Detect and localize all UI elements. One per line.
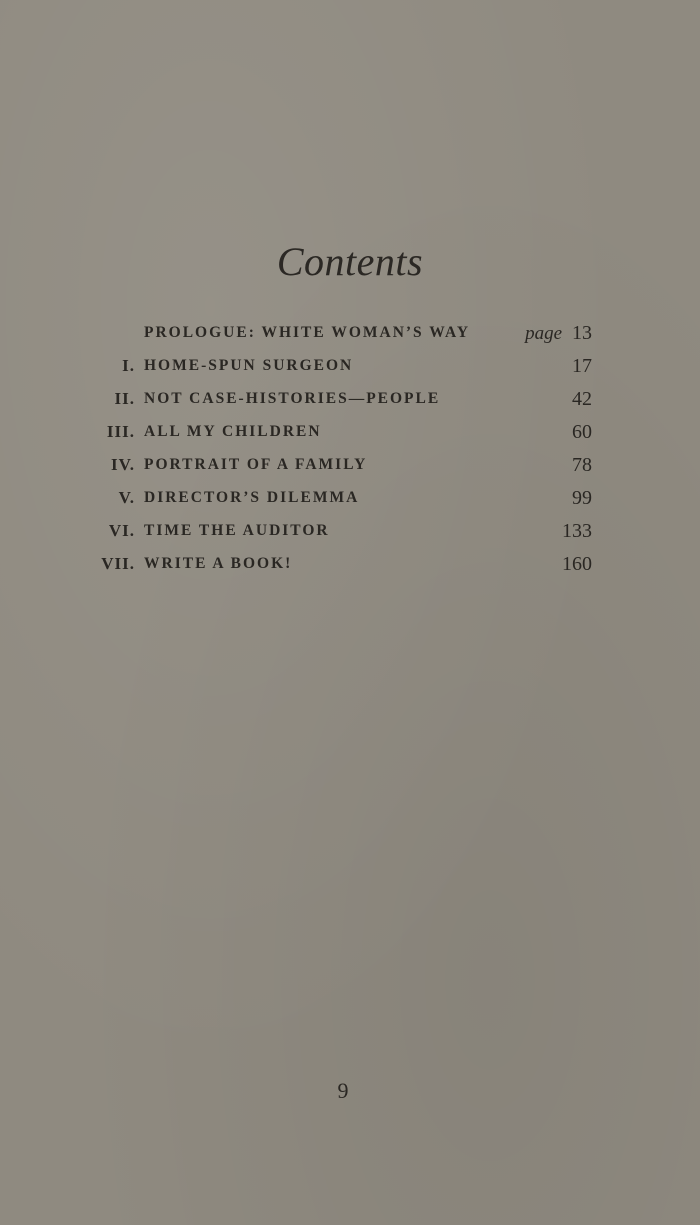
chapter-page: 133: [562, 520, 592, 542]
table-of-contents: [0, 320, 700, 584]
chapter-page: 160: [562, 553, 592, 575]
chapter-title: HOME-SPUN SURGEON: [144, 357, 354, 374]
chapter-page: 78: [572, 454, 592, 476]
toc-row-4: [0, 452, 700, 485]
page-number: 9: [337, 1078, 349, 1103]
chapter-title: WRITE A BOOK!: [144, 555, 293, 572]
chapter-page: 99: [572, 487, 592, 509]
toc-row-prologue: [0, 320, 700, 353]
chapter-title: NOT CASE-HISTORIES—PEOPLE: [144, 390, 441, 407]
page-title: Contents: [276, 239, 424, 284]
toc-row-5: [0, 485, 700, 518]
chapter-title: DIRECTOR’S DILEMMA: [144, 489, 360, 506]
chapter-page: 13: [572, 322, 592, 344]
chapter-numeral: VI.: [108, 521, 135, 540]
toc-row-6: [0, 518, 700, 551]
chapter-numeral: IV.: [111, 455, 135, 474]
chapter-title: TIME THE AUDITOR: [144, 522, 330, 539]
chapter-page-cell: [525, 320, 592, 347]
toc-row-3: [0, 419, 700, 452]
chapter-numeral: I.: [122, 356, 135, 375]
page-word: page: [525, 323, 562, 344]
chapter-page: 17: [572, 355, 592, 377]
chapter-numeral: VII.: [101, 554, 135, 573]
chapter-page: 42: [572, 388, 592, 410]
chapter-title: PORTRAIT OF A FAMILY: [144, 456, 368, 473]
toc-row-2: [0, 386, 700, 419]
chapter-numeral: V.: [118, 488, 135, 507]
toc-row-1: [0, 353, 700, 386]
chapter-numeral: II.: [114, 389, 135, 408]
toc-row-7: [0, 551, 700, 584]
chapter-title: ALL MY CHILDREN: [144, 423, 322, 440]
chapter-page: 60: [572, 421, 592, 443]
chapter-numeral: III.: [106, 422, 135, 441]
chapter-title: PROLOGUE: WHITE WOMAN’S WAY: [144, 324, 471, 341]
